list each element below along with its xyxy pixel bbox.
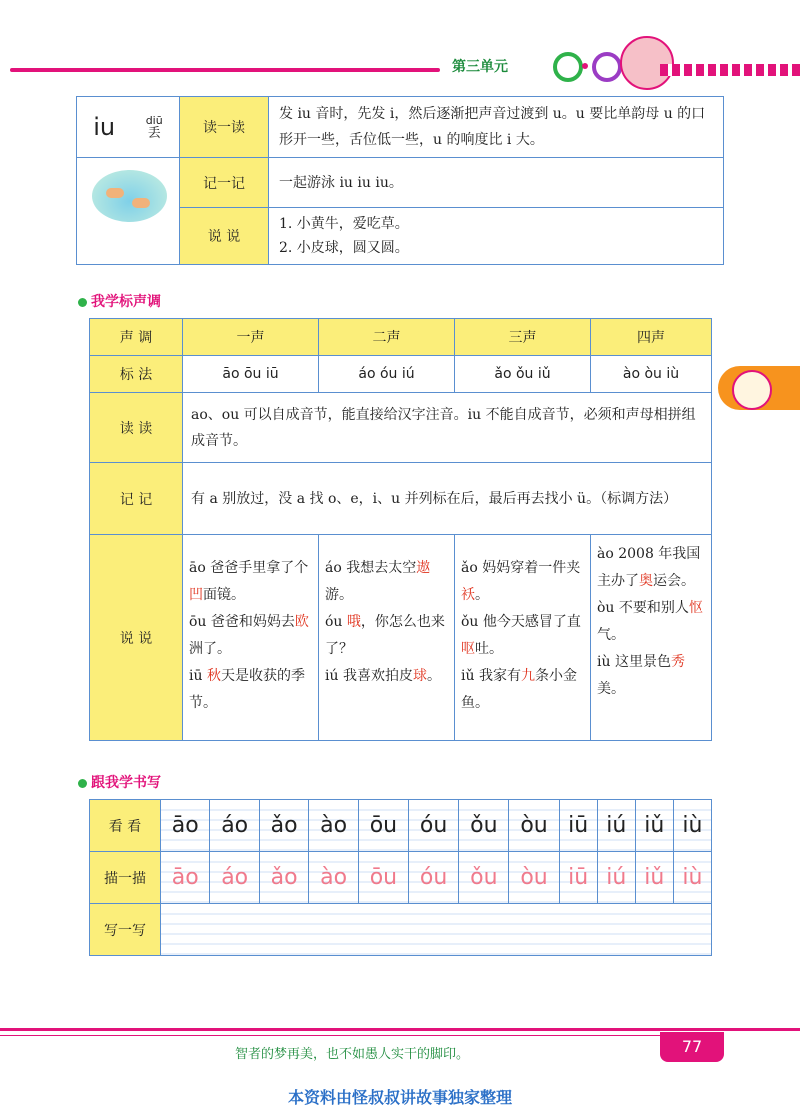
say-sentence: [597, 649, 705, 703]
say-sentence: [461, 663, 584, 717]
highlight-char: 奥: [639, 573, 653, 589]
say-sentence: [461, 555, 584, 609]
syllable: āo: [189, 560, 206, 576]
iu-table: [76, 96, 724, 265]
bullet-icon: [78, 779, 87, 788]
trace-syllable[interactable]: ǎo: [259, 852, 308, 904]
highlight-char: 欧: [294, 614, 309, 630]
swimming-picture: [92, 170, 167, 222]
mark-4: ào òu iù: [591, 356, 712, 393]
syllable: iù: [597, 654, 611, 670]
dot-icon: [582, 63, 588, 69]
trace-syllable[interactable]: áo: [210, 852, 259, 904]
write-area[interactable]: [161, 904, 712, 956]
remember-text: 一起游泳 iu iu iu。: [269, 158, 724, 208]
trace-label: 描一描: [90, 852, 161, 904]
sentence-text: 洲了。: [189, 641, 231, 657]
credit-line: 本资料由怪叔叔讲故事独家整理: [287, 1088, 512, 1107]
syllable: óu: [325, 614, 343, 630]
read-label: 读一读: [180, 97, 269, 158]
sentence-text: 面镜。: [203, 587, 245, 603]
footer-rule-thin: [0, 1035, 660, 1036]
sentence-text: 游。: [325, 587, 353, 603]
say-lines: [269, 208, 724, 265]
mark-3: ǎo ǒu iǔ: [455, 356, 591, 393]
trace-syllable[interactable]: iú: [597, 852, 635, 904]
say-sentence: [461, 609, 584, 663]
page-number: 77: [660, 1032, 724, 1062]
sentence-text: 美。: [597, 681, 625, 697]
syllable: òu: [597, 600, 615, 616]
highlight-char: 球: [412, 668, 427, 684]
say-sentence: [325, 555, 448, 609]
sentence-text: 妈妈穿着一件夹: [477, 560, 581, 576]
swimmer-icon: [132, 198, 150, 208]
say-column-2: [319, 535, 455, 741]
trace-syllable[interactable]: iǔ: [635, 852, 673, 904]
syllable: ōu: [189, 614, 207, 630]
header-checker-bar: [660, 64, 800, 76]
tone-2: 二声: [319, 319, 455, 356]
syllable: ǎo: [461, 560, 478, 576]
iu-cell: [77, 97, 180, 158]
highlight-char: 凹: [189, 587, 203, 603]
sentence-text: ，你怎么也来了？: [325, 614, 445, 657]
tone-3: 三声: [455, 319, 591, 356]
highlight-char: 秀: [670, 654, 685, 670]
remember2-text: 有 a 别放过，没 a 找 o、e，i、u 并列标在后，最后再去找小 ü。（标调方法）: [183, 463, 712, 535]
sentence-text: 这里景色: [610, 654, 671, 670]
say-sentence: [597, 541, 705, 595]
read2-label: 读 读: [90, 393, 183, 463]
read2-text: ao、ou 可以自成音节，能直接给汉字注音。iu 不能自成音节，必须和声母相拼组成音节。: [183, 393, 712, 463]
look-syllable: ǒu: [459, 800, 509, 852]
sentence-text: 。: [475, 587, 489, 603]
say-column-3: [455, 535, 591, 741]
say-line: 1. 小黄牛，爱吃草。: [279, 216, 409, 232]
footer-rule: [0, 1028, 800, 1031]
trace-syllable[interactable]: ào: [309, 852, 358, 904]
remember-label: 记一记: [180, 158, 269, 208]
say-sentence: [597, 595, 705, 649]
tone-4: 四声: [591, 319, 712, 356]
sentence-text: 条小金鱼。: [461, 668, 577, 711]
look-syllable: áo: [210, 800, 259, 852]
tones-table: [89, 318, 712, 741]
writing-table: [89, 799, 712, 956]
sentence-text: 2008 年我国主办了: [597, 546, 701, 589]
syllable: iú: [325, 668, 339, 684]
mark-1: āo ōu iū: [183, 356, 319, 393]
look-label: 看 看: [90, 800, 161, 852]
example-pinyin: diū: [145, 114, 163, 127]
final-iu: iu: [93, 113, 116, 141]
sentence-text: 我喜欢拍皮: [338, 668, 413, 684]
sentence-text: 不要和别人: [614, 600, 689, 616]
sentence-text: 。: [426, 668, 441, 684]
say-sentence: [325, 663, 448, 690]
syllable: ào: [597, 546, 614, 562]
say-column-4: [591, 535, 712, 741]
syllable: áo: [325, 560, 342, 576]
look-syllable: iù: [673, 800, 711, 852]
tone-1: 一声: [183, 319, 319, 356]
write-label: 写一写: [90, 904, 161, 956]
section-tones-title: 我学标声调: [78, 291, 161, 311]
cartoon-girl-icon: [620, 36, 674, 90]
syllable: iǔ: [461, 668, 475, 684]
trace-syllable[interactable]: òu: [509, 852, 559, 904]
syllable: ǒu: [461, 614, 479, 630]
look-syllable: ào: [309, 800, 358, 852]
trace-syllable[interactable]: iù: [673, 852, 711, 904]
swimmer-icon: [106, 188, 124, 198]
highlight-char: 九: [520, 668, 535, 684]
look-syllable: ōu: [358, 800, 408, 852]
say-label: 说 说: [180, 208, 269, 265]
section-writing-title: 跟我学书写: [78, 772, 161, 792]
tone-header-label: 声 调: [90, 319, 183, 356]
sentence-text: 吐。: [475, 641, 503, 657]
say-column-1: [183, 535, 319, 741]
look-syllable: iū: [559, 800, 597, 852]
look-syllable: āo: [161, 800, 210, 852]
sentence-text: 他今天感冒了直: [478, 614, 581, 630]
footer-motto: 智者的梦再美，也不如愚人实干的脚印。: [235, 1047, 470, 1062]
say-sentence: [189, 555, 312, 609]
sentence-text: 爸爸手里拿了个: [205, 560, 309, 576]
look-syllable: óu: [409, 800, 459, 852]
read-text: 发 iu 音时，先发 i，然后逐渐把声音过渡到 u。u 要比单韵母 u 的口形开一些，舌位低一些，u 的响度比 i 大。: [269, 97, 724, 158]
trace-syllable[interactable]: óu: [409, 852, 459, 904]
highlight-char: 怄: [688, 600, 703, 616]
highlight-char: 秋: [206, 668, 221, 684]
look-syllable: iǔ: [635, 800, 673, 852]
sentence-text: 我想去太空: [341, 560, 417, 576]
sentence-text: 运会。: [653, 573, 695, 589]
trace-syllable[interactable]: iū: [559, 852, 597, 904]
unit-title: 第三单元: [452, 59, 508, 75]
header-rule: [10, 68, 440, 72]
look-syllable: òu: [509, 800, 559, 852]
say-line: 2. 小皮球，圆又圆。: [279, 240, 409, 256]
mark-label: 标 法: [90, 356, 183, 393]
sentence-text: 气。: [597, 627, 625, 643]
say-sentence: [189, 663, 312, 717]
sentence-text: 我家有: [474, 668, 521, 684]
trace-syllable[interactable]: ǒu: [459, 852, 509, 904]
highlight-char: 呕: [461, 641, 475, 657]
fox-face-icon: [732, 370, 772, 410]
highlight-char: 遨: [416, 560, 431, 576]
say-sentence: [325, 609, 448, 663]
example-char: 丢: [147, 126, 161, 141]
mark-2: áo óu iú: [319, 356, 455, 393]
sentence-text: 天是收获的季节。: [189, 668, 305, 711]
sentence-text: 爸爸和妈妈去: [206, 614, 295, 630]
highlight-char: 袄: [461, 587, 475, 603]
look-syllable: iú: [597, 800, 635, 852]
highlight-char: 哦: [346, 614, 361, 630]
look-syllable: ǎo: [259, 800, 308, 852]
remember2-label: 记 记: [90, 463, 183, 535]
bullet-icon: [78, 298, 87, 307]
say2-label: 说 说: [90, 535, 183, 741]
purple-ring-icon: [592, 52, 622, 82]
green-ring-icon: [553, 52, 583, 82]
say-sentence: [189, 609, 312, 663]
syllable: iū: [189, 668, 203, 684]
trace-syllable[interactable]: āo: [161, 852, 210, 904]
trace-syllable[interactable]: ōu: [358, 852, 408, 904]
